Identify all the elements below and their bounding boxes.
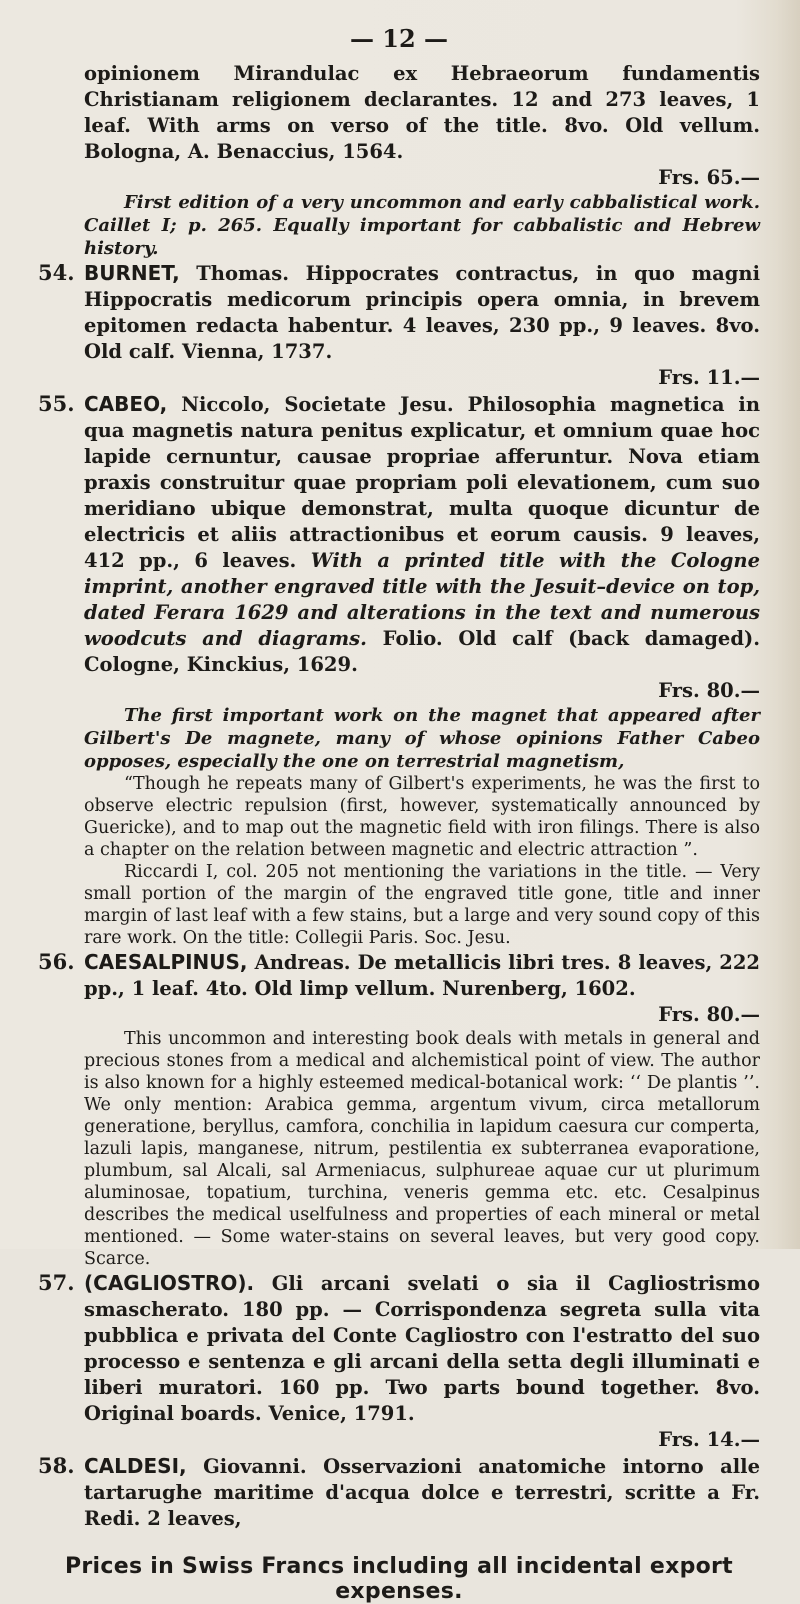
entry-note: First edition of a very uncommon and early cabbalistical work. Caillet I; p. 265. Equally important for cabbalistic and Hebrew history. — [84, 192, 760, 259]
entry-price: Frs. 80.— — [658, 1003, 760, 1026]
entry-continuation — [38, 61, 760, 260]
entry-body-italic: With a printed title with the Cologne imprint, another engraved title with the Jesuit–device on top, dated Ferara 1629 and alterations in the text and numerous woodcuts and diagrams. — [84, 549, 760, 650]
entry-text — [84, 949, 760, 1002]
footer-note: Prices in Swiss Francs including all incidental export expenses. — [64, 1554, 734, 1604]
entry-text — [84, 1453, 760, 1532]
entry-54 — [38, 260, 760, 391]
entry-title: BURNET, — [84, 261, 180, 285]
entry-body: Gli arcani svelati o sia il Cagliostrismo smascherato. 180 pp. — Corrispondenza segreta sulla vita pubblica e privata del Conte Cagliostro con l'estratto del suo processo e sentenza e gli arcani della setta degli illuminati e liberi muratori. 160 pp. Two parts bound together. 8vo. Original boards. Venice, 1791. — [84, 1272, 760, 1425]
entry-title: CABEO, — [84, 392, 168, 416]
entry-number: 56. — [38, 949, 75, 974]
entry-number: 58. — [38, 1453, 75, 1478]
entry-text: opinionem Mirandulac ex Hebraeorum fundamentis Christianam religionem declarantes. 12 and 273 leaves, 1 leaf. With arms on verso of the title. 8vo. Old vellum. Bologna, A. Benaccius, 1564. — [84, 62, 760, 163]
entry-57 — [38, 1270, 760, 1453]
entry-note: This uncommon and interesting book deals with metals in general and precious stones from a medical and alchemistical point of view. The author is also known for a highly esteemed medical-botanical work: ‘‘ De plantis ’’. We only mention: Arabica gemma, argentum vivum, circa metallorum generatione, beryllus, camfora, conchilia in lapidum caesura cur comperta, lazuli lapis, manganese, nitrum, pestilentia ex subterranea evaporatione, plumbum, sal Alcali, sal Armeniacus, sulphureae aquae cur ut plurimum aluminosae, topatium, turchina, veneris gemma etc. etc. Cesalpinus describes the medical uselfulness and properties of each mineral or metal mentioned. — Some water-stains on several leaves, but very good copy. Scarce. — [84, 1029, 760, 1269]
entry-body: Giovanni. Osservazioni anatomiche intorno alle tartarughe maritime d'acqua dolce e terrestri, scritte a Fr. Redi. 2 leaves, — [84, 1455, 760, 1530]
entry-58 — [38, 1453, 760, 1532]
entry-body: Andreas. De metallicis libri tres. 8 leaves, 222 pp., 1 leaf. 4to. Old limp vellum. Nurenberg, 1602. — [84, 951, 761, 1000]
entry-title: (CAGLIOSTRO). — [84, 1271, 255, 1295]
entry-note-end: Riccardi I, col. 205 not mentioning the variations in the title. — Very small portion of the margin of the engraved title gone, title and inner margin of last leaf with a few stains, but a large and very sound copy of this rare work. On the title: Collegii Paris. Soc. Jesu. — [84, 862, 760, 948]
entry-56 — [38, 949, 760, 1270]
entry-title: CAESALPINUS, — [84, 950, 248, 974]
entry-number: 55. — [38, 391, 75, 416]
entry-body: Thomas. Hippocrates contractus, in quo magni Hippocratis medicorum principis opera omnia, in brevem epitomen redacta habentur. 4 leaves, 230 pp., 9 leaves. 8vo. Old calf. Vienna, 1737. — [84, 262, 760, 363]
page-number: — 12 — — [349, 24, 449, 53]
entry-body: Niccolo, Societate Jesu. Philosophia magnetica in qua magnetis natura penitus explicatur, et omnium quae hoc lapide cernuntur, causae propriae afferuntur. Nova etiam praxis construitur quae propriam poli elevationem, cum suo meridiano ubique demonstrat, multa quoque dicuntur de electricis et aliis attractionibus et eorum causis. 9 leaves, 412 pp., 6 leaves. — [84, 393, 760, 572]
entry-number: 57. — [38, 1270, 75, 1295]
entry-price: Frs. 80.— — [658, 679, 760, 702]
entry-number: 54. — [38, 260, 75, 285]
entry-text — [84, 391, 760, 678]
entry-text — [84, 260, 760, 365]
entry-note-quote: “Though he repeats many of Gilbert's experiments, he was the first to observe electric repulsion (first, however, systematically announced by Guericke), and to map out the magnetic field with iron filings. There is also a chapter on the relation between magnetic and electric attraction ”. — [84, 774, 760, 860]
entry-note-bold: The first important work on the magnet that appeared after Gilbert's De magnete, many of whose opinions Father Cabeo opposes, especially the one on terrestrial magnetism, — [84, 705, 760, 772]
entry-text — [84, 1270, 760, 1427]
entry-body-end: Folio. Old calf (back damaged). Cologne, Kinckius, 1629. — [84, 627, 760, 676]
entry-price: Frs. 14.— — [658, 1428, 760, 1451]
entry-title: CALDESI, — [84, 1454, 187, 1478]
entry-price: Frs. 65.— — [658, 166, 760, 189]
entry-price: Frs. 11.— — [658, 366, 760, 389]
entry-55 — [38, 391, 760, 949]
